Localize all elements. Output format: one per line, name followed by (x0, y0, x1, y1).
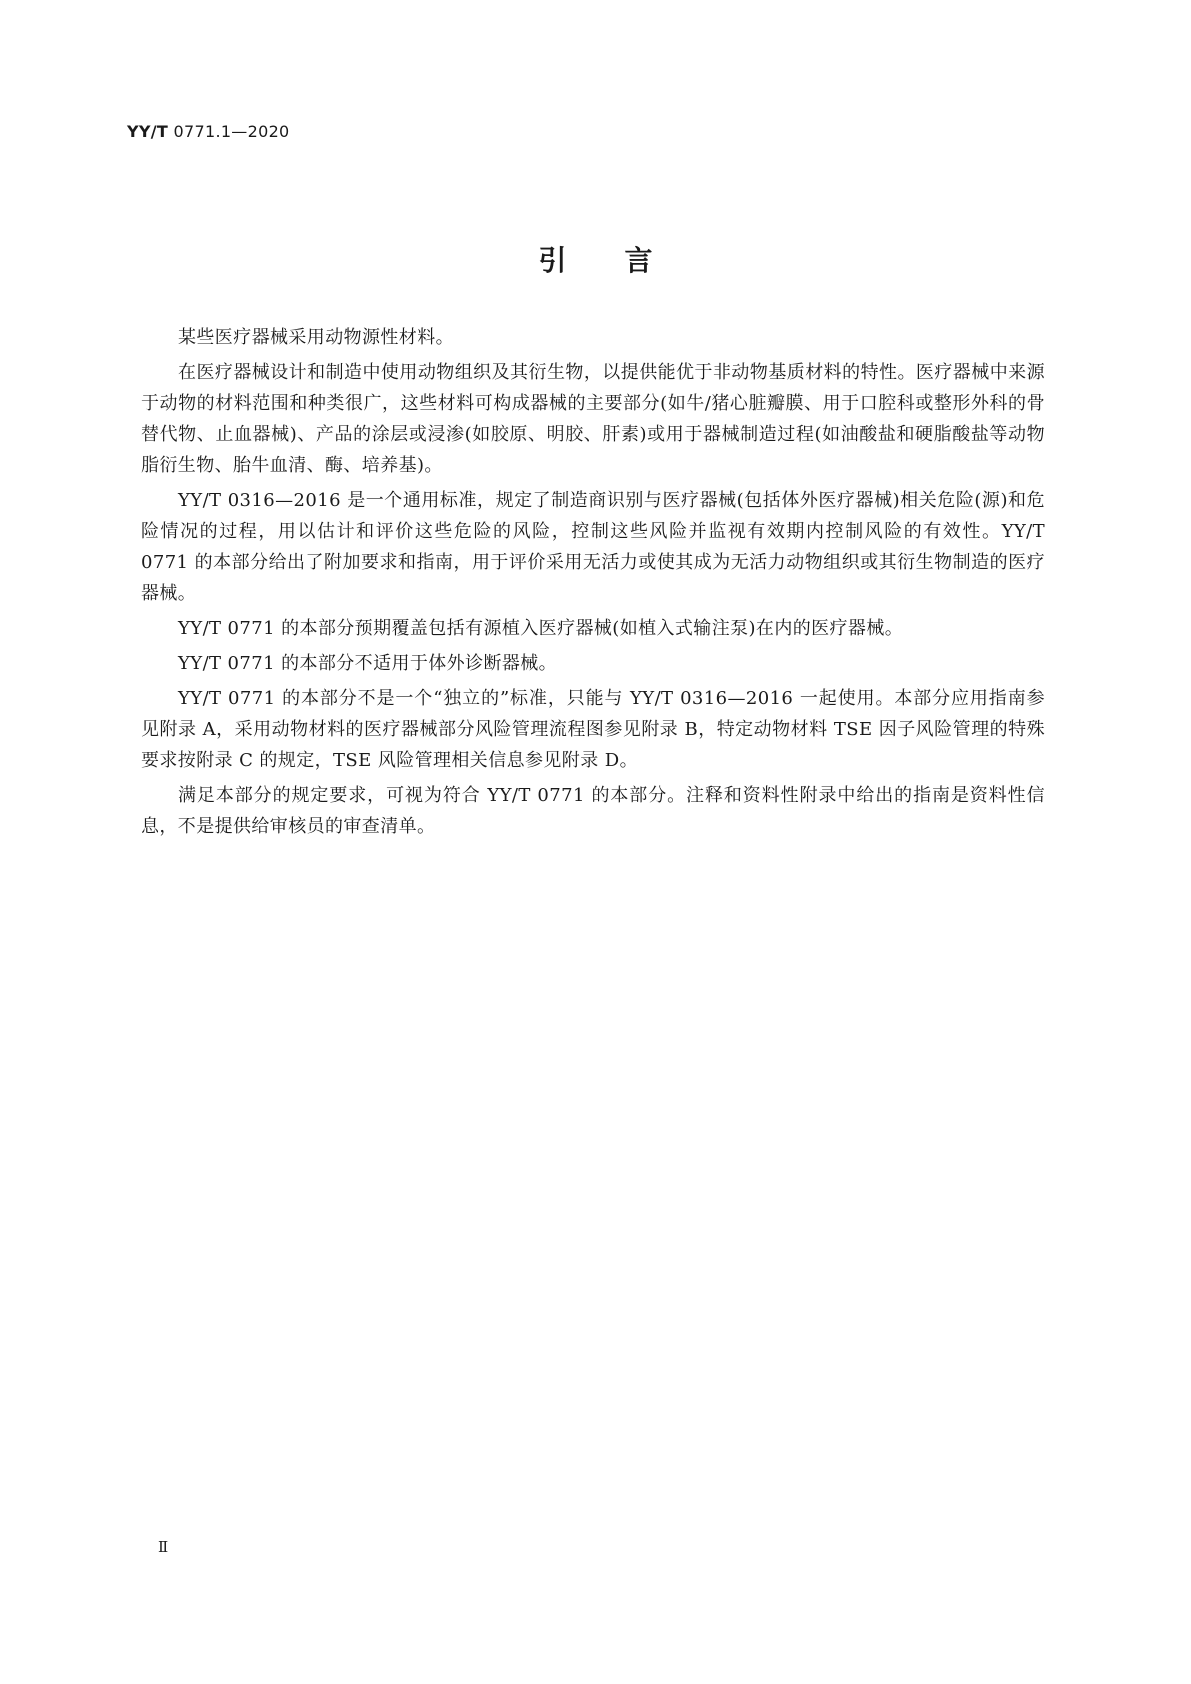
standard-code (127, 122, 290, 141)
standard-prefix: YY/T (127, 122, 169, 141)
page-number: Ⅱ (158, 1538, 169, 1556)
paragraph: 在医疗器械设计和制造中使用动物组织及其衍生物，以提供能优于非动物基质材料的特性。医疗器械中来源于动物的材料范围和种类很广，这些材料可构成器械的主要部分(如牛/猪心脏瓣膜、用于口腔科或整形外科的骨替代物、止血器械)、产品的涂层或浸渗(如胶原、明胶、肝素)或用于器械制造过程(如油酸盐和硬脂酸盐等动物脂衍生物、胎牛血清、酶、培养基)。 (141, 362, 1045, 476)
paragraph: 某些医疗器械采用动物源性材料。 (178, 327, 454, 348)
standard-number: 0771.1—2020 (168, 122, 290, 141)
paragraph: YY/T 0771 的本部分预期覆盖包括有源植入医疗器械(如植入式输注泵)在内的医疗器械。 (178, 618, 904, 639)
paragraph: 满足本部分的规定要求，可视为符合 YY/T 0771 的本部分。注释和资料性附录中给出的指南是资料性信息，不是提供给审核员的审查清单。 (141, 785, 1045, 837)
paragraph: YY/T 0771 的本部分不适用于体外诊断器械。 (178, 653, 558, 674)
introduction-body (141, 322, 1045, 846)
paragraph: YY/T 0316—2016 是一个通用标准，规定了制造商识别与医疗器械(包括体外医疗器械)相关危险(源)和危险情况的过程，用以估计和评价这些危险的风险，控制这些风险并监视有效期内控制风险的有效性。YY/T 0771 的本部分给出了附加要求和指南，用于评价采用无活力或使其成为无活力动物组织或其衍生物制造的医疗器械。 (141, 490, 1045, 604)
page-title: 引言 (538, 243, 711, 277)
paragraph: YY/T 0771 的本部分不是一个“独立的”标准，只能与 YY/T 0316—2016 一起使用。本部分应用指南参见附录 A，采用动物材料的医疗器械部分风险管理流程图参见附录 B，特定动物材料 TSE 因子风险管理的特殊要求按附录 C 的规定，TSE 风险管理相关信息参见附录 D。 (141, 688, 1045, 771)
